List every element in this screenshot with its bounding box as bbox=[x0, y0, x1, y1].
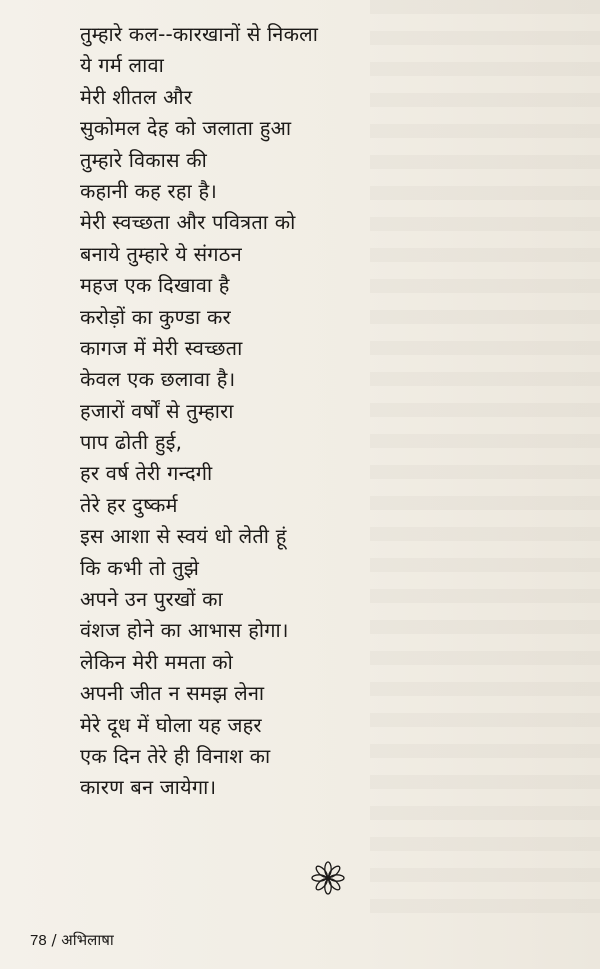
show-through-text bbox=[370, 0, 600, 930]
poem bbox=[80, 19, 318, 804]
poem-line: सुकोमल देह को जलाता हुआ bbox=[80, 116, 292, 141]
poem-line: तुम्हारे कल--कारखानों से निकला bbox=[80, 22, 319, 46]
poem-line: एक दिन तेरे ही विनाश का bbox=[80, 743, 271, 768]
poem-line: कहानी कह रहा है। bbox=[80, 178, 218, 203]
poem-line: केवल एक छलावा है। bbox=[80, 367, 236, 392]
poem-line: बनाये तुम्हारे ये संगठन bbox=[80, 241, 242, 266]
poem-line: मेरी शीतल और bbox=[80, 84, 193, 109]
poem-line: मेरे दूध में घोला यह जहर bbox=[80, 712, 262, 737]
book-title: अभिलाषा bbox=[61, 931, 114, 949]
poem-line: वंशज होने का आभास होगा। bbox=[80, 618, 289, 643]
poem-line: करोड़ों का कुण्डा कर bbox=[80, 304, 231, 329]
page-number: 78 bbox=[30, 932, 47, 949]
poem-line: इस आशा से स्वयं धो लेती हूं bbox=[80, 524, 287, 549]
flower-ornament-icon bbox=[310, 860, 346, 896]
poem-line: तुम्हारे विकास की bbox=[80, 147, 208, 172]
poem-line: पाप ढोती हुई, bbox=[80, 430, 183, 455]
poem-line: मेरी स्वच्छता और पवित्रता को bbox=[80, 210, 296, 235]
poem-line: हजारों वर्षों से तुम्हारा bbox=[80, 398, 234, 423]
poem-line: महज एक दिखावा है bbox=[80, 273, 230, 298]
page-footer bbox=[30, 930, 114, 951]
footer-separator: / bbox=[46, 931, 62, 949]
poem-line: ये गर्म लावा bbox=[80, 53, 164, 78]
poem-line: कारण बन जायेगा। bbox=[80, 775, 217, 800]
poem-line: तेरे हर दुष्कर्म bbox=[80, 492, 178, 517]
poem-line: अपनी जीत न समझ लेना bbox=[80, 681, 265, 706]
poem-line: हर वर्ष तेरी गन्दगी bbox=[80, 461, 213, 486]
poem-line: कि कभी तो तुझे bbox=[80, 555, 200, 580]
poem-line: लेकिन मेरी ममता को bbox=[80, 649, 234, 674]
poem-line: अपने उन पुरखों का bbox=[80, 587, 223, 612]
poem-line: कागज में मेरी स्वच्छता bbox=[80, 335, 243, 360]
